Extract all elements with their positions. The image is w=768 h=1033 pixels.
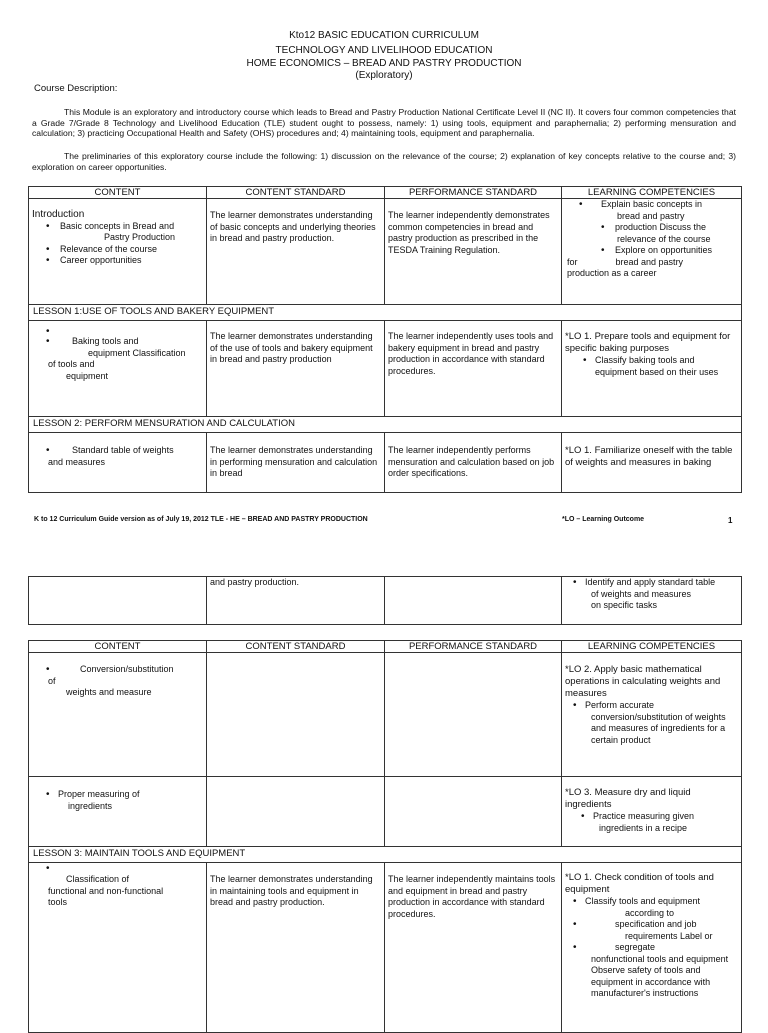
footer-lo-note: *LO – Learning Outcome [562,516,645,523]
intro-performance-standard-cell: The learner independently demonstrates common competencies in bread and pastry production as prescribed in the TESDA Training Regulation. [385,199,562,305]
lesson2-content-cell [29,433,207,493]
list-item-text [565,257,738,269]
intro-title: Introduction [32,209,85,220]
continuation-performance-standard-cell [385,577,562,625]
list-item-text: equipment [66,370,109,381]
list-item [565,245,738,257]
table-row [29,321,742,417]
curriculum-table-page1 [28,186,742,493]
lesson3-performance-standard-cell: The learner independently maintains tools and equipment in bread and pastry production in accordance with standard procedures. [385,863,562,1033]
list-item-text: bread and pastry [617,210,685,221]
list-item [32,244,203,256]
col-content-standard-header: CONTENT STANDARD [207,187,385,199]
doc-title-line2: TECHNOLOGY AND LIVELIHOOD EDUCATION [275,45,493,56]
list-item [565,942,738,954]
intro-learning-competencies-cell [562,199,742,305]
table-header-row [29,641,742,653]
list-item-text: on specific tasks [591,600,658,610]
list-item-text: Classify baking tools and [595,355,695,365]
lesson1-performance-standard-cell: The learner independently uses tools and bakery equipment in bread and pastry production in accordance with standard procedures. [385,321,562,417]
lesson3-content-standard-cell: The learner demonstrates understanding in maintaining tools and equipment in bread and pastry production. [207,863,385,1033]
continuation-content-standard-cell: and pastry production. [207,577,385,625]
bullet-icon [32,327,203,336]
table-row [29,863,742,1033]
table-header-row [29,187,742,199]
list-item-text: Career opportunities [60,255,142,265]
lesson2-lo1: *LO 1. Familiarize oneself with the table of weights and measures in baking [562,433,742,493]
measuring-learning-competencies-cell [562,777,742,847]
conversion-learning-competencies-cell [562,653,742,777]
list-item-text: Standard table of weights [72,445,174,455]
footer-guide-version: K to 12 Curriculum Guide version as of July 19, 2012 TLE - HE – BREAD AND PASTRY PRODUCTION [34,516,368,523]
list-item-text: relevance of the course [617,233,711,244]
list-item-text: for [567,256,578,267]
list-item-text: Baking tools and [72,336,139,346]
course-description-para2: The preliminaries of this exploratory course include the following: 1) discussion on the relevance of the course; 2) explanation of key concepts relative to the course and; 3) exploration on career opportunities. [32,151,736,172]
list-item [565,222,738,234]
list-item-text: conversion/substitution of weights and measures of ingredients for a certain product [591,711,726,745]
col-content-standard-header: CONTENT STANDARD [207,641,385,653]
list-item-text: Explain basic concepts in [601,199,703,209]
lesson3-learning-competencies-cell [562,863,742,1033]
list-item-text: according to [625,907,675,918]
list-item [565,811,738,823]
conversion-content-cell [29,653,207,777]
lo2-title: *LO 2. Apply basic mathematical operations in calculating weights and measures [565,664,721,699]
list-item-text: Pastry Production [104,232,176,242]
list-item-text: Relevance of the course [60,243,158,254]
list-item-text: ingredients in a recipe [599,822,688,833]
list-item-text: requirements Label or [625,930,713,941]
list-item [32,664,203,676]
list-item-text: Practice measuring given [593,811,695,821]
list-item-text: bread and pastry [615,256,684,267]
list-item-text: nonfunctional tools and equipment Observe safety of tools and equipment in accordance with manufacturer's instructions [591,953,729,998]
table-row [29,577,742,625]
list-item [565,896,738,908]
table-row [29,433,742,493]
list-item-text: Classification of [66,874,130,884]
lesson1-content-standard-cell: The learner demonstrates understanding of the use of tools and bakery equipment in bread and pastry production [207,321,385,417]
course-description-label: Course Description: [34,83,118,94]
curriculum-table-page2 [28,640,742,1033]
lesson1-title: LESSON 1:USE OF TOOLS AND BAKERY EQUIPMENT [29,305,742,321]
table-row [29,417,742,433]
doc-title-line3: HOME ECONOMICS – BREAD AND PASTRY PRODUCTION [246,58,522,69]
list-item [565,199,738,211]
list-item-text: specification and job [615,919,697,929]
measuring-content-cell [29,777,207,847]
list-item-text: Perform accurate [585,700,655,710]
list-item-text: of tools and [48,359,95,369]
table-row [29,653,742,777]
doc-title-line4: (Exploratory) [355,70,413,81]
lesson3-title: LESSON 3: MAINTAIN TOOLS AND EQUIPMENT [29,847,742,863]
col-performance-standard-header: PERFORMANCE STANDARD [385,187,562,199]
list-item [32,789,203,801]
list-item-text: production as a career [567,268,657,278]
list-item-text: Basic concepts in Bread and [60,220,175,231]
continuation-table [28,576,742,625]
list-item-text: functional and non-functional tools [48,885,164,907]
table-row [29,199,742,305]
conversion-performance-standard-cell [385,653,562,777]
list-item [32,445,203,457]
lesson1-learning-competencies-cell [562,321,742,417]
lesson1-content-cell [29,321,207,417]
page-number: 1 [728,516,733,525]
col-learning-competencies-header: LEARNING COMPETENCIES [562,641,742,653]
col-learning-competencies-header: LEARNING COMPETENCIES [562,187,742,199]
table-row [29,777,742,847]
list-item-text: Conversion/substitution [80,664,174,674]
measuring-content-standard-cell [207,777,385,847]
list-item-text: of weights and measures [591,588,692,599]
table-row [29,305,742,321]
list-item-text: segregate [615,942,656,952]
lesson2-performance-standard-cell: The learner independently performs mensuration and calculation based on job order specifications. [385,433,562,493]
lesson3-content-cell [29,863,207,1033]
list-item-text: equipment Classification [88,347,186,358]
list-item [565,700,738,712]
doc-title-line1: Kto12 BASIC EDUCATION CURRICULUM [289,30,479,41]
list-item-text: Explore on opportunities [615,245,713,255]
list-item-text: weights and measure [66,687,152,697]
list-item-text: of [48,675,56,686]
list-item-text: equipment based on their uses [595,366,719,377]
list-item-text: Classify tools and equipment [585,896,701,906]
list-item-text: production Discuss the [615,222,707,232]
lesson3-lo1: *LO 1. Check condition of tools and equipment [565,872,714,895]
list-item-text: ingredients [68,800,113,811]
list-item-text: and measures [48,456,106,467]
table-row [29,847,742,863]
col-performance-standard-header: PERFORMANCE STANDARD [385,641,562,653]
intro-content-cell [29,199,207,305]
lesson1-lo1: *LO 1. Prepare tools and equipment for specific baking purposes [565,331,731,354]
list-item [32,336,203,348]
bullet-icon [32,863,203,874]
course-description-para1: This Module is an exploratory and introductory course which leads to Bread and Pastry Production National Certificate Level II (NC II). It covers four common competencies that a Grade 7/Grade 8 Technology and Livelihood Education (TLE) student ought to possess, namely: 1) using tools, equipment and paraphernalia; 2) performing mensuration and calculation; 3) practicing Occupational Health and Safety (OHS) procedures and; 4) maintaining tools, equipment and paraphernalia. [32,107,736,138]
list-item [565,577,738,589]
lo3-title: *LO 3. Measure dry and liquid ingredients [565,787,691,810]
list-item [32,221,203,233]
continuation-learning-competencies-cell [562,577,742,625]
conversion-content-standard-cell [207,653,385,777]
col-content-header: CONTENT [29,187,207,199]
intro-content-standard-cell: The learner demonstrates understanding of basic concepts and underlying theories in bread and pastry production. [207,199,385,305]
list-item-text: Identify and apply standard table [585,577,716,587]
measuring-performance-standard-cell [385,777,562,847]
lesson2-content-standard-cell: The learner demonstrates understanding in performing mensuration and calculation in bread [207,433,385,493]
list-item-text: Proper measuring of [58,789,140,799]
list-item [32,255,203,267]
lesson2-title: LESSON 2: PERFORM MENSURATION AND CALCULATION [29,417,742,433]
col-content-header: CONTENT [29,641,207,653]
list-item [565,355,738,367]
continuation-content-cell [29,577,207,625]
list-item [565,919,738,931]
